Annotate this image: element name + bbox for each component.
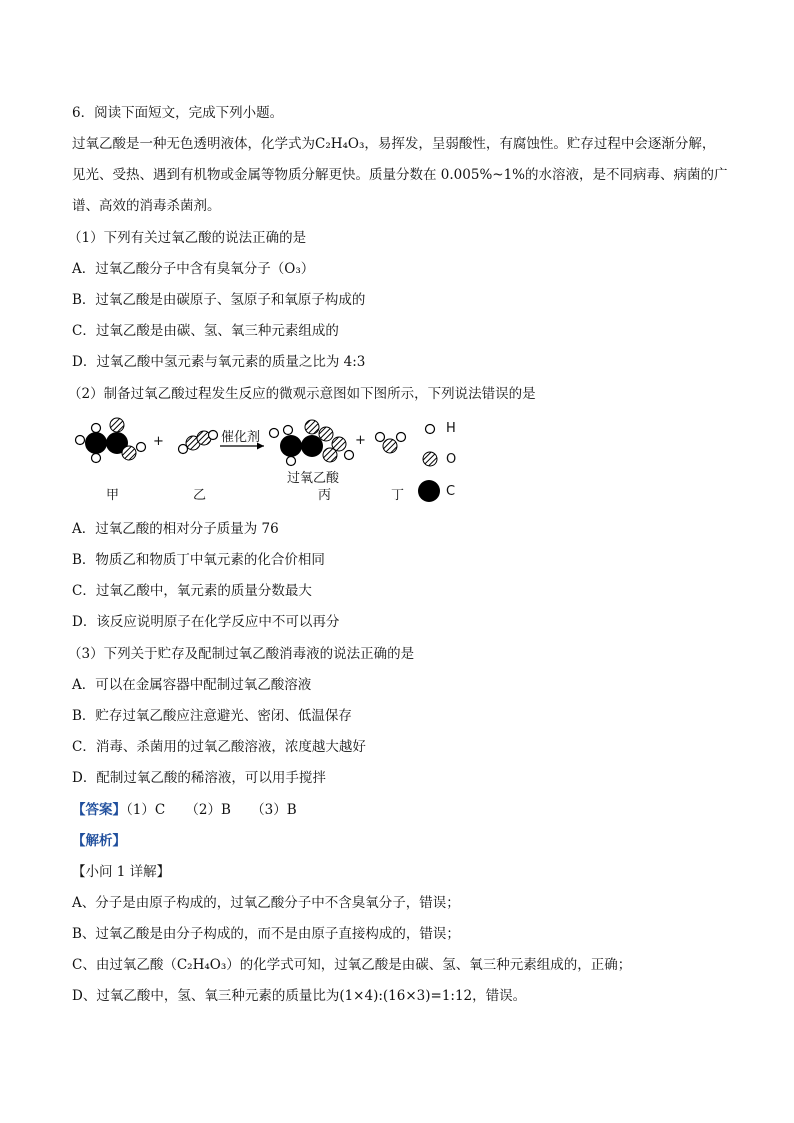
legend-hydrogen-icon (426, 425, 435, 434)
answer-label: 【答案】 (72, 802, 126, 818)
legend-carbon-icon (418, 480, 440, 502)
answer-text: （1）C （2）B （3）B (126, 802, 297, 818)
passage-line-2: 见光、受热、遇到有机物或金属等物质分解更快。质量分数在 0.005%~1%的水溶液，是不同病毒、病菌的广 (72, 167, 728, 183)
sub1-option-b: B．过氧乙酸是由碳原子、氢原子和氧原子构成的 (72, 292, 366, 308)
label-ding: 丁 (391, 488, 405, 503)
sub2-option-b: B．物质乙和物质丁中氧元素的化合价相同 (72, 552, 325, 568)
analysis-line-c: C、由过氧乙酸（C₂H₄O₃）的化学式可知，过氧乙酸是由碳、氢、氧三种元素组成的，正确； (72, 957, 632, 973)
sub1-stem: （1）下列有关过氧乙酸的说法正确的是 (68, 230, 307, 246)
answer-line (72, 801, 297, 819)
molecule-yi-icon (179, 431, 218, 454)
sub2-stem: （2）制备过氧乙酸过程发生反应的微观示意图如下图所示，下列说法错误的是 (68, 386, 536, 402)
sub3-stem: （3）下列关于贮存及配制过氧乙酸消毒液的说法正确的是 (68, 646, 415, 662)
sub3-option-a: A．可以在金属容器中配制过氧乙酸溶液 (72, 677, 312, 693)
sub3-option-d: D．配制过氧乙酸的稀溶液，可以用手搅拌 (72, 770, 326, 786)
label-yi: 乙 (193, 488, 207, 503)
legend-c-label: C (446, 484, 456, 499)
analysis-line-d: D、过氧乙酸中，氢、氧三种元素的质量比为(1×4):(16×3)=1:12，错误。 (72, 988, 527, 1004)
legend-h-label: H (446, 421, 456, 436)
sub2-option-a: A．过氧乙酸的相对分子质量为 76 (72, 521, 279, 537)
passage-line-1: 过氧乙酸是一种无色透明液体，化学式为C₂H₄O₃，易挥发，呈弱酸性，有腐蚀性。贮存过程中会逐渐分解， (72, 136, 716, 152)
sub1-option-a: A．过氧乙酸分子中含有臭氧分子（O₃） (72, 261, 315, 277)
sub3-option-b: B．贮存过氧乙酸应注意避光、密闭、低温保存 (72, 708, 352, 724)
analysis-line-b: B、过氧乙酸是由分子构成的，而不是由原子直接构成的，错误； (72, 926, 460, 942)
label-jia: 甲 (106, 488, 120, 503)
plus-sign-2: + (355, 433, 366, 448)
product-name-label: 过氧乙酸 (287, 471, 340, 486)
label-bing: 丙 (318, 488, 332, 503)
analysis-label: 【解析】 (72, 833, 126, 849)
catalyst-label: 催化剂 (221, 430, 261, 445)
molecule-ding-icon (376, 433, 406, 454)
molecule-bing-icon (270, 420, 354, 466)
plus-sign-1: + (153, 434, 164, 449)
analysis-line-a: A、分子是由原子构成的，过氧乙酸分子中不含臭氧分子，错误； (72, 895, 460, 911)
sub1-option-d: D．过氧乙酸中氢元素与氧元素的质量之比为 4:3 (72, 354, 366, 370)
sub2-option-d: D．该反应说明原子在化学反应中不可以再分 (72, 614, 340, 630)
sub3-option-c: C．消毒、杀菌用的过氧乙酸溶液，浓度越大越好 (72, 739, 366, 755)
question-title: 6．阅读下面短文，完成下列小题。 (72, 105, 284, 121)
molecule-jia-icon (76, 418, 146, 463)
sub2-option-c: C．过氧乙酸中，氧元素的质量分数最大 (72, 583, 312, 599)
analysis-sub-heading: 【小问 1 详解】 (72, 864, 171, 880)
sub1-option-c: C．过氧乙酸是由碳、氢、氧三种元素组成的 (72, 323, 339, 339)
passage-line-3: 谱、高效的消毒杀菌剂。 (72, 198, 221, 214)
legend-o-label: O (446, 452, 457, 467)
legend-oxygen-icon (423, 452, 437, 466)
